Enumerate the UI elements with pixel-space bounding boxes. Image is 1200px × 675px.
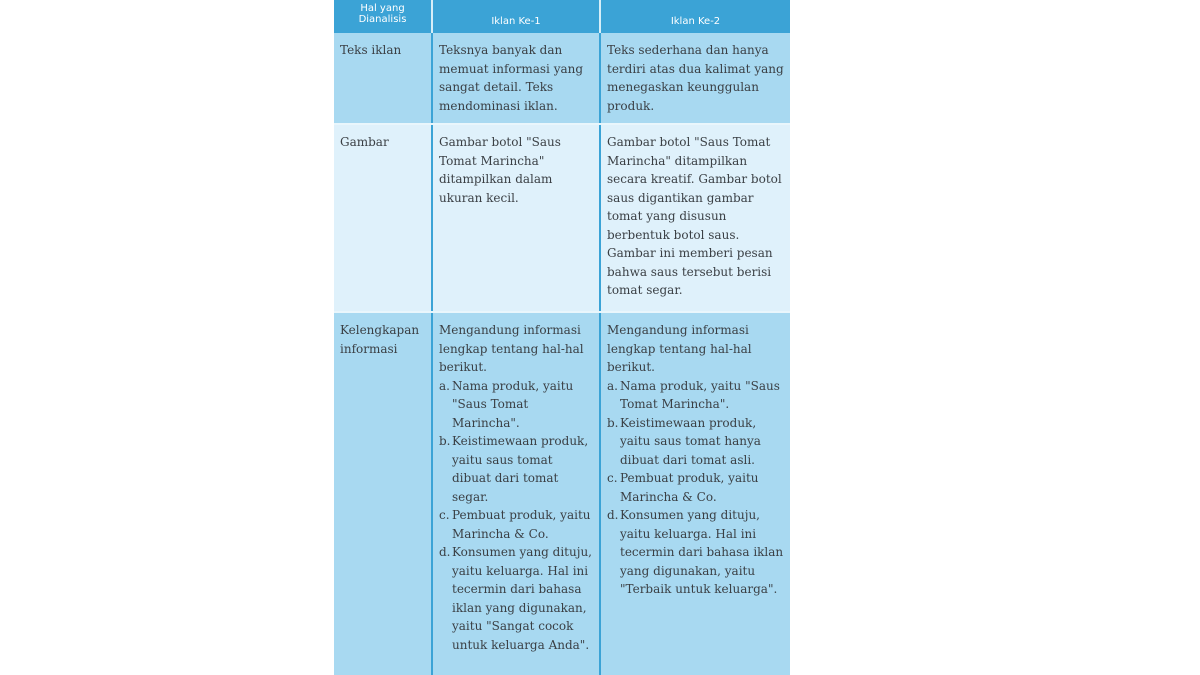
- row-aspect-cell: Kelengkapan informasi: [334, 312, 432, 675]
- list-item-text: Keistimewaan produk, yaitu saus tomat hanya dibuat dari tomat asli.: [620, 415, 761, 467]
- list-item-text: Konsumen yang dituju, yaitu keluarga. Hal ini tecermin dari bahasa iklan yang digunakan, yaitu "Terbaik untuk keluarga".: [620, 508, 784, 596]
- table-row: [334, 33, 790, 124]
- header-iklan-1: Iklan Ke-1: [432, 0, 600, 33]
- info-list: [607, 377, 784, 599]
- iklan2-cell: [600, 312, 790, 675]
- list-marker: c.: [607, 471, 618, 485]
- list-item-text: Nama produk, yaitu "Saus Tomat Marincha".: [620, 378, 780, 411]
- row-aspect-cell: Teks iklan: [334, 33, 432, 124]
- list-item: [607, 469, 784, 506]
- list-marker: a.: [607, 378, 618, 393]
- list-intro: Mengandung informasi lengkap tentang hal-hal berikut.: [607, 323, 752, 374]
- list-item: [439, 377, 593, 433]
- list-marker: b.: [607, 415, 619, 430]
- list-item: [607, 377, 784, 414]
- list-item: [439, 506, 593, 543]
- iklan2-cell: Gambar botol "Saus Tomat Marincha" ditampilkan secara kreatif. Gambar botol saus digantikan gambar tomat yang disusun berbentuk botol saus. Gambar ini memberi pesan bahwa saus tersebut berisi tomat segar.: [600, 124, 790, 312]
- list-item-text: Pembuat produk, yaitu Marincha & Co.: [620, 471, 759, 504]
- list-item-text: Keistimewaan produk, yaitu saus tomat dibuat dari tomat segar.: [452, 434, 589, 504]
- table-header-row: [334, 0, 790, 33]
- header-iklan-2: Iklan Ke-2: [600, 0, 790, 33]
- list-marker: d.: [607, 508, 619, 522]
- list-item: [439, 432, 593, 506]
- list-item: [607, 414, 784, 470]
- iklan2-cell: Teks sederhana dan hanya terdiri atas dua kalimat yang menegaskan keunggulan produk.: [600, 33, 790, 124]
- list-intro: Mengandung informasi lengkap tentang hal-hal berikut.: [439, 323, 584, 374]
- list-marker: b.: [439, 434, 451, 448]
- analysis-table: [334, 0, 790, 675]
- list-marker: c.: [439, 508, 450, 522]
- list-item: [607, 506, 784, 599]
- info-list: [439, 377, 593, 655]
- table-row: [334, 312, 790, 675]
- list-item-text: Nama produk, yaitu "Saus Tomat Marincha".: [452, 378, 574, 430]
- list-item-text: Pembuat produk, yaitu Marincha & Co.: [452, 508, 591, 541]
- iklan1-cell: Teksnya banyak dan memuat informasi yang sangat detail. Teks mendominasi iklan.: [432, 33, 600, 124]
- list-marker: a.: [439, 378, 450, 393]
- table-row: [334, 124, 790, 312]
- iklan1-cell: [432, 312, 600, 675]
- list-item-text: Konsumen yang dituju, yaitu keluarga. Hal ini tecermin dari bahasa iklan yang digunakan, yaitu "Sangat cocok untuk keluarga Anda".: [452, 545, 592, 652]
- iklan1-cell: Gambar botol "Saus Tomat Marincha" ditampilkan dalam ukuran kecil.: [432, 124, 600, 312]
- list-marker: d.: [439, 545, 451, 559]
- header-aspect: Hal yang Dianalisis: [334, 0, 432, 33]
- list-item: [439, 543, 593, 654]
- row-aspect-cell: Gambar: [334, 124, 432, 312]
